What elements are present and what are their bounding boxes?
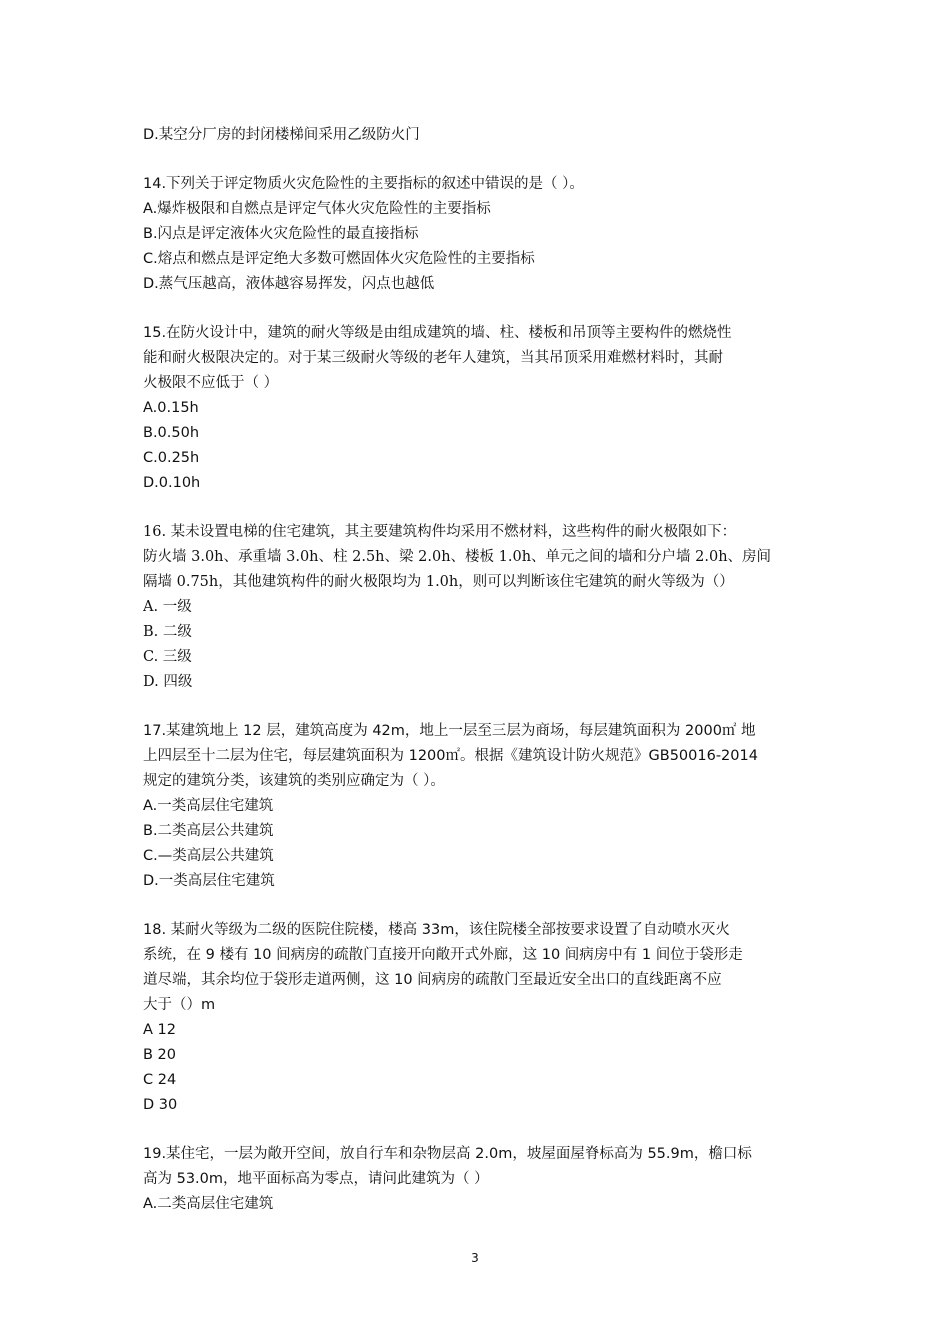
text-line: A 12 (143, 1022, 176, 1038)
text-line: 上四层至十二层为住宅，每层建筑面积为 1200㎡。根据《建筑设计防火规范》GB50016-2014 (143, 748, 758, 764)
text-line: C. 三级 (143, 649, 192, 665)
question-list (143, 123, 811, 1217)
question-q17 (143, 719, 811, 894)
text-line: 16. 某未设置电梯的住宅建筑，其主要建筑构件均采用不燃材料，这些构件的耐火极限如下： (143, 524, 737, 540)
text-line: D. 四级 (143, 674, 193, 690)
text-line: A.一类高层住宅建筑 (143, 798, 274, 814)
text-line: B.0.50h (143, 425, 200, 441)
question-q16 (143, 520, 811, 695)
question-q19 (143, 1142, 811, 1217)
question-q18 (143, 918, 811, 1118)
text-line: 大于（）m (143, 997, 216, 1013)
text-line: 14.下列关于评定物质火灾危险性的主要指标的叙述中错误的是（ ）。 (143, 176, 584, 192)
text-line: 18. 某耐火等级为二级的医院住院楼，楼高 33m，该住院楼全部按要求设置了自动喷水灭火 (143, 922, 730, 938)
text-line: 系统，在 9 楼有 10 间病房的疏散门直接开向敞开式外廊，这 10 间病房中有 1 间位于袋形走 (143, 947, 743, 963)
question-q13-tail (143, 123, 811, 148)
text-line: 19.某住宅，一层为敞开空间，放自行车和杂物层高 2.0m，坡屋面屋脊标高为 55.9m，檐口标 (143, 1146, 752, 1162)
text-line: 道尽端，其余均位于袋形走道两侧，这 10 间病房的疏散门至最近安全出口的直线距离不应 (143, 972, 722, 988)
question-q15 (143, 321, 811, 496)
page-number: 3 (471, 1251, 479, 1265)
text-line: 能和耐火极限决定的。对于某三级耐火等级的老年人建筑，当其吊顶采用难燃材料时，其耐 (143, 350, 723, 366)
text-line: B 20 (143, 1047, 177, 1063)
text-line: 隔墙 0.75h，其他建筑构件的耐火极限均为 1.0h，则可以判断该住宅建筑的耐火等级为（） (143, 574, 734, 590)
block-spacer (143, 297, 811, 321)
text-line: A.爆炸极限和自燃点是评定气体火灾危险性的主要指标 (143, 201, 491, 217)
block-spacer (143, 894, 811, 918)
text-line: C.—类高层公共建筑 (143, 848, 274, 864)
text-line: 15.在防火设计中，建筑的耐火等级是由组成建筑的墙、柱、楼板和吊顶等主要构件的燃烧性 (143, 325, 732, 341)
text-line: C 24 (143, 1072, 177, 1088)
text-line: 规定的建筑分类，该建筑的类别应确定为（ ）。 (143, 773, 445, 789)
block-spacer (143, 695, 811, 719)
text-line: C.0.25h (143, 450, 200, 466)
question-q14 (143, 172, 811, 297)
block-spacer (143, 148, 811, 172)
text-line: B.闪点是评定液体火灾危险性的最直接指标 (143, 226, 419, 242)
text-line: D.0.10h (143, 475, 201, 491)
text-line: D.一类高层住宅建筑 (143, 873, 275, 889)
text-line: 17.某建筑地上 12 层，建筑高度为 42m，地上一层至三层为商场，每层建筑面积为 2000㎡ 地 (143, 723, 756, 739)
text-line: B.二类高层公共建筑 (143, 823, 274, 839)
text-line: 高为 53.0m，地平面标高为零点，请问此建筑为（ ） (143, 1171, 489, 1187)
text-line: 防火墙 3.0h、承重墙 3.0h、柱 2.5h、梁 2.0h、楼板 1.0h、单元之间的墙和分户墙 2.0h、房间 (143, 549, 772, 565)
text-line: 火极限不应低于（ ） (143, 375, 279, 391)
text-line: D 30 (143, 1097, 178, 1113)
block-spacer (143, 496, 811, 520)
text-line: D.某空分厂房的封闭楼梯间采用乙级防火门 (143, 127, 420, 143)
text-line: A.二类高层住宅建筑 (143, 1196, 274, 1212)
text-line: A. 一级 (143, 599, 192, 615)
block-spacer (143, 1118, 811, 1142)
text-line: D.蒸气压越高，液体越容易挥发，闪点也越低 (143, 276, 435, 292)
text-line: B. 二级 (143, 624, 192, 640)
text-line: C.熔点和燃点是评定绝大多数可燃固体火灾危险性的主要指标 (143, 251, 535, 267)
text-line: A.0.15h (143, 400, 199, 416)
